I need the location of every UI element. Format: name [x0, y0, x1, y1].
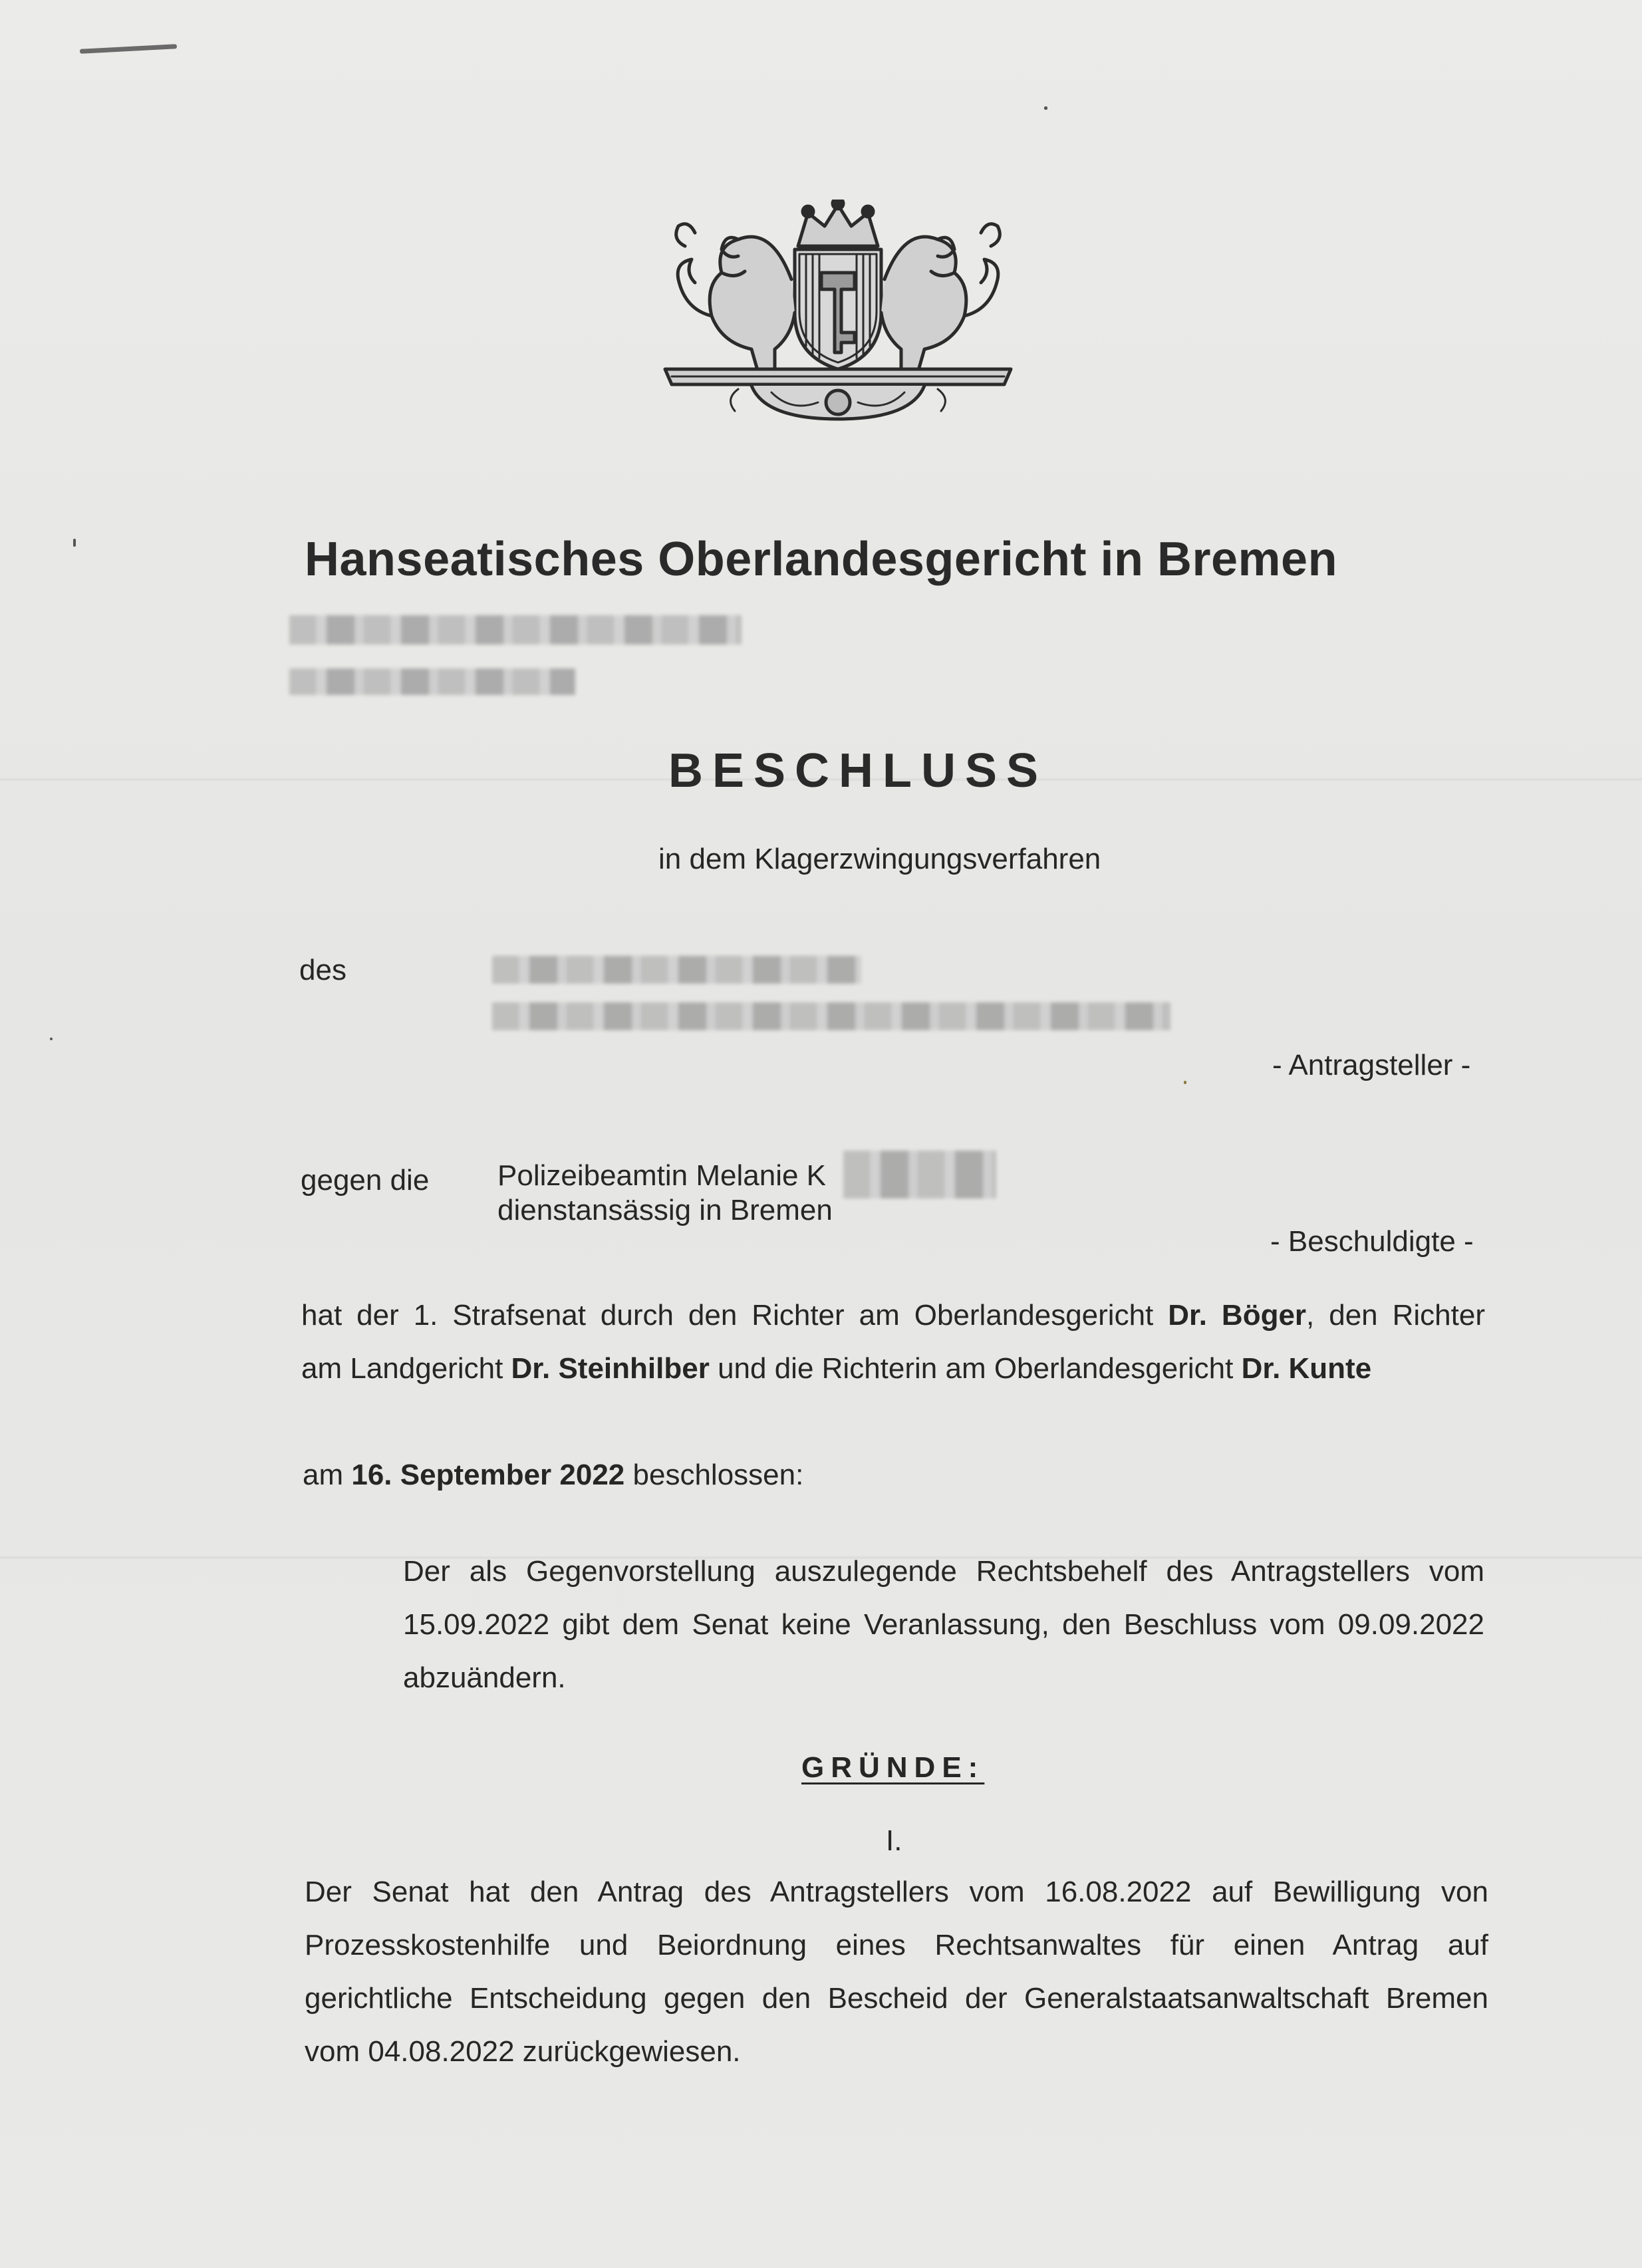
redacted-accused-surname: [843, 1151, 996, 1199]
decision-line: abzuändern.: [403, 1661, 566, 1694]
accused-role: - Beschuldigte -: [1270, 1225, 1474, 1258]
speck: [1044, 106, 1047, 110]
party2-label: gegen die: [301, 1164, 430, 1197]
reasons-line: Prozesskostenhilfe und Beiordnung eines Rechtsanwaltes für einen Antrag auf: [305, 1929, 1488, 1961]
reasons-text: [305, 1866, 1488, 2078]
reasons-line: vom 04.08.2022 zurückgewiesen.: [305, 2035, 741, 2068]
decision-text: [403, 1545, 1484, 1705]
court-name: Hanseatisches Oberlandesgericht in Bremen: [305, 533, 1338, 586]
procedure-subtitle: in dem Klagerzwingungsverfahren: [658, 843, 1101, 875]
speck: [73, 539, 76, 547]
document-title: BESCHLUSS: [668, 744, 1048, 797]
redacted-file-number: [289, 615, 742, 644]
staple-mark: [80, 44, 177, 54]
reasons-heading: GRÜNDE:: [801, 1751, 985, 1784]
redacted-applicant-address: [492, 1002, 1170, 1030]
senate-line-1: hat der 1. Strafsenat durch den Richter am Oberlandesgericht Dr. Böger, den Richter: [301, 1299, 1485, 1332]
bremen-coat-of-arms-logo: [658, 200, 1018, 432]
applicant-role: - Antragsteller -: [1272, 1049, 1471, 1081]
decision-line: Der als Gegenvorstellung auszulegende Rechtsbehelf des Antragstellers vom: [403, 1555, 1484, 1588]
redacted-applicant-name: [492, 956, 861, 984]
senate-composition: [301, 1289, 1485, 1395]
senate-line-2: am Landgericht Dr. Steinhilber und die Richterin am Oberlandesgericht Dr. Kunte: [301, 1352, 1372, 1385]
section-number: I.: [886, 1824, 902, 1857]
reasons-line: gerichtliche Entscheidung gegen den Bescheid der Generalstaatsanwaltschaft Bremen: [305, 1982, 1488, 2015]
accused-place: dienstansässig in Bremen: [497, 1194, 833, 1226]
party1-label: des: [299, 954, 346, 986]
redacted-file-number-2: [289, 668, 575, 695]
speck: [50, 1038, 53, 1040]
speck: [1184, 1081, 1186, 1084]
reasons-line: Der Senat hat den Antrag des Antragstellers vom 16.08.2022 auf Bewilligung von: [305, 1876, 1488, 1908]
accused-name: Polizeibeamtin Melanie K: [497, 1159, 827, 1192]
decision-line: 15.09.2022 gibt dem Senat keine Veranlassung, den Beschluss vom 09.09.2022: [403, 1608, 1484, 1641]
decision-date-line: am 16. September 2022 beschlossen:: [303, 1459, 804, 1491]
